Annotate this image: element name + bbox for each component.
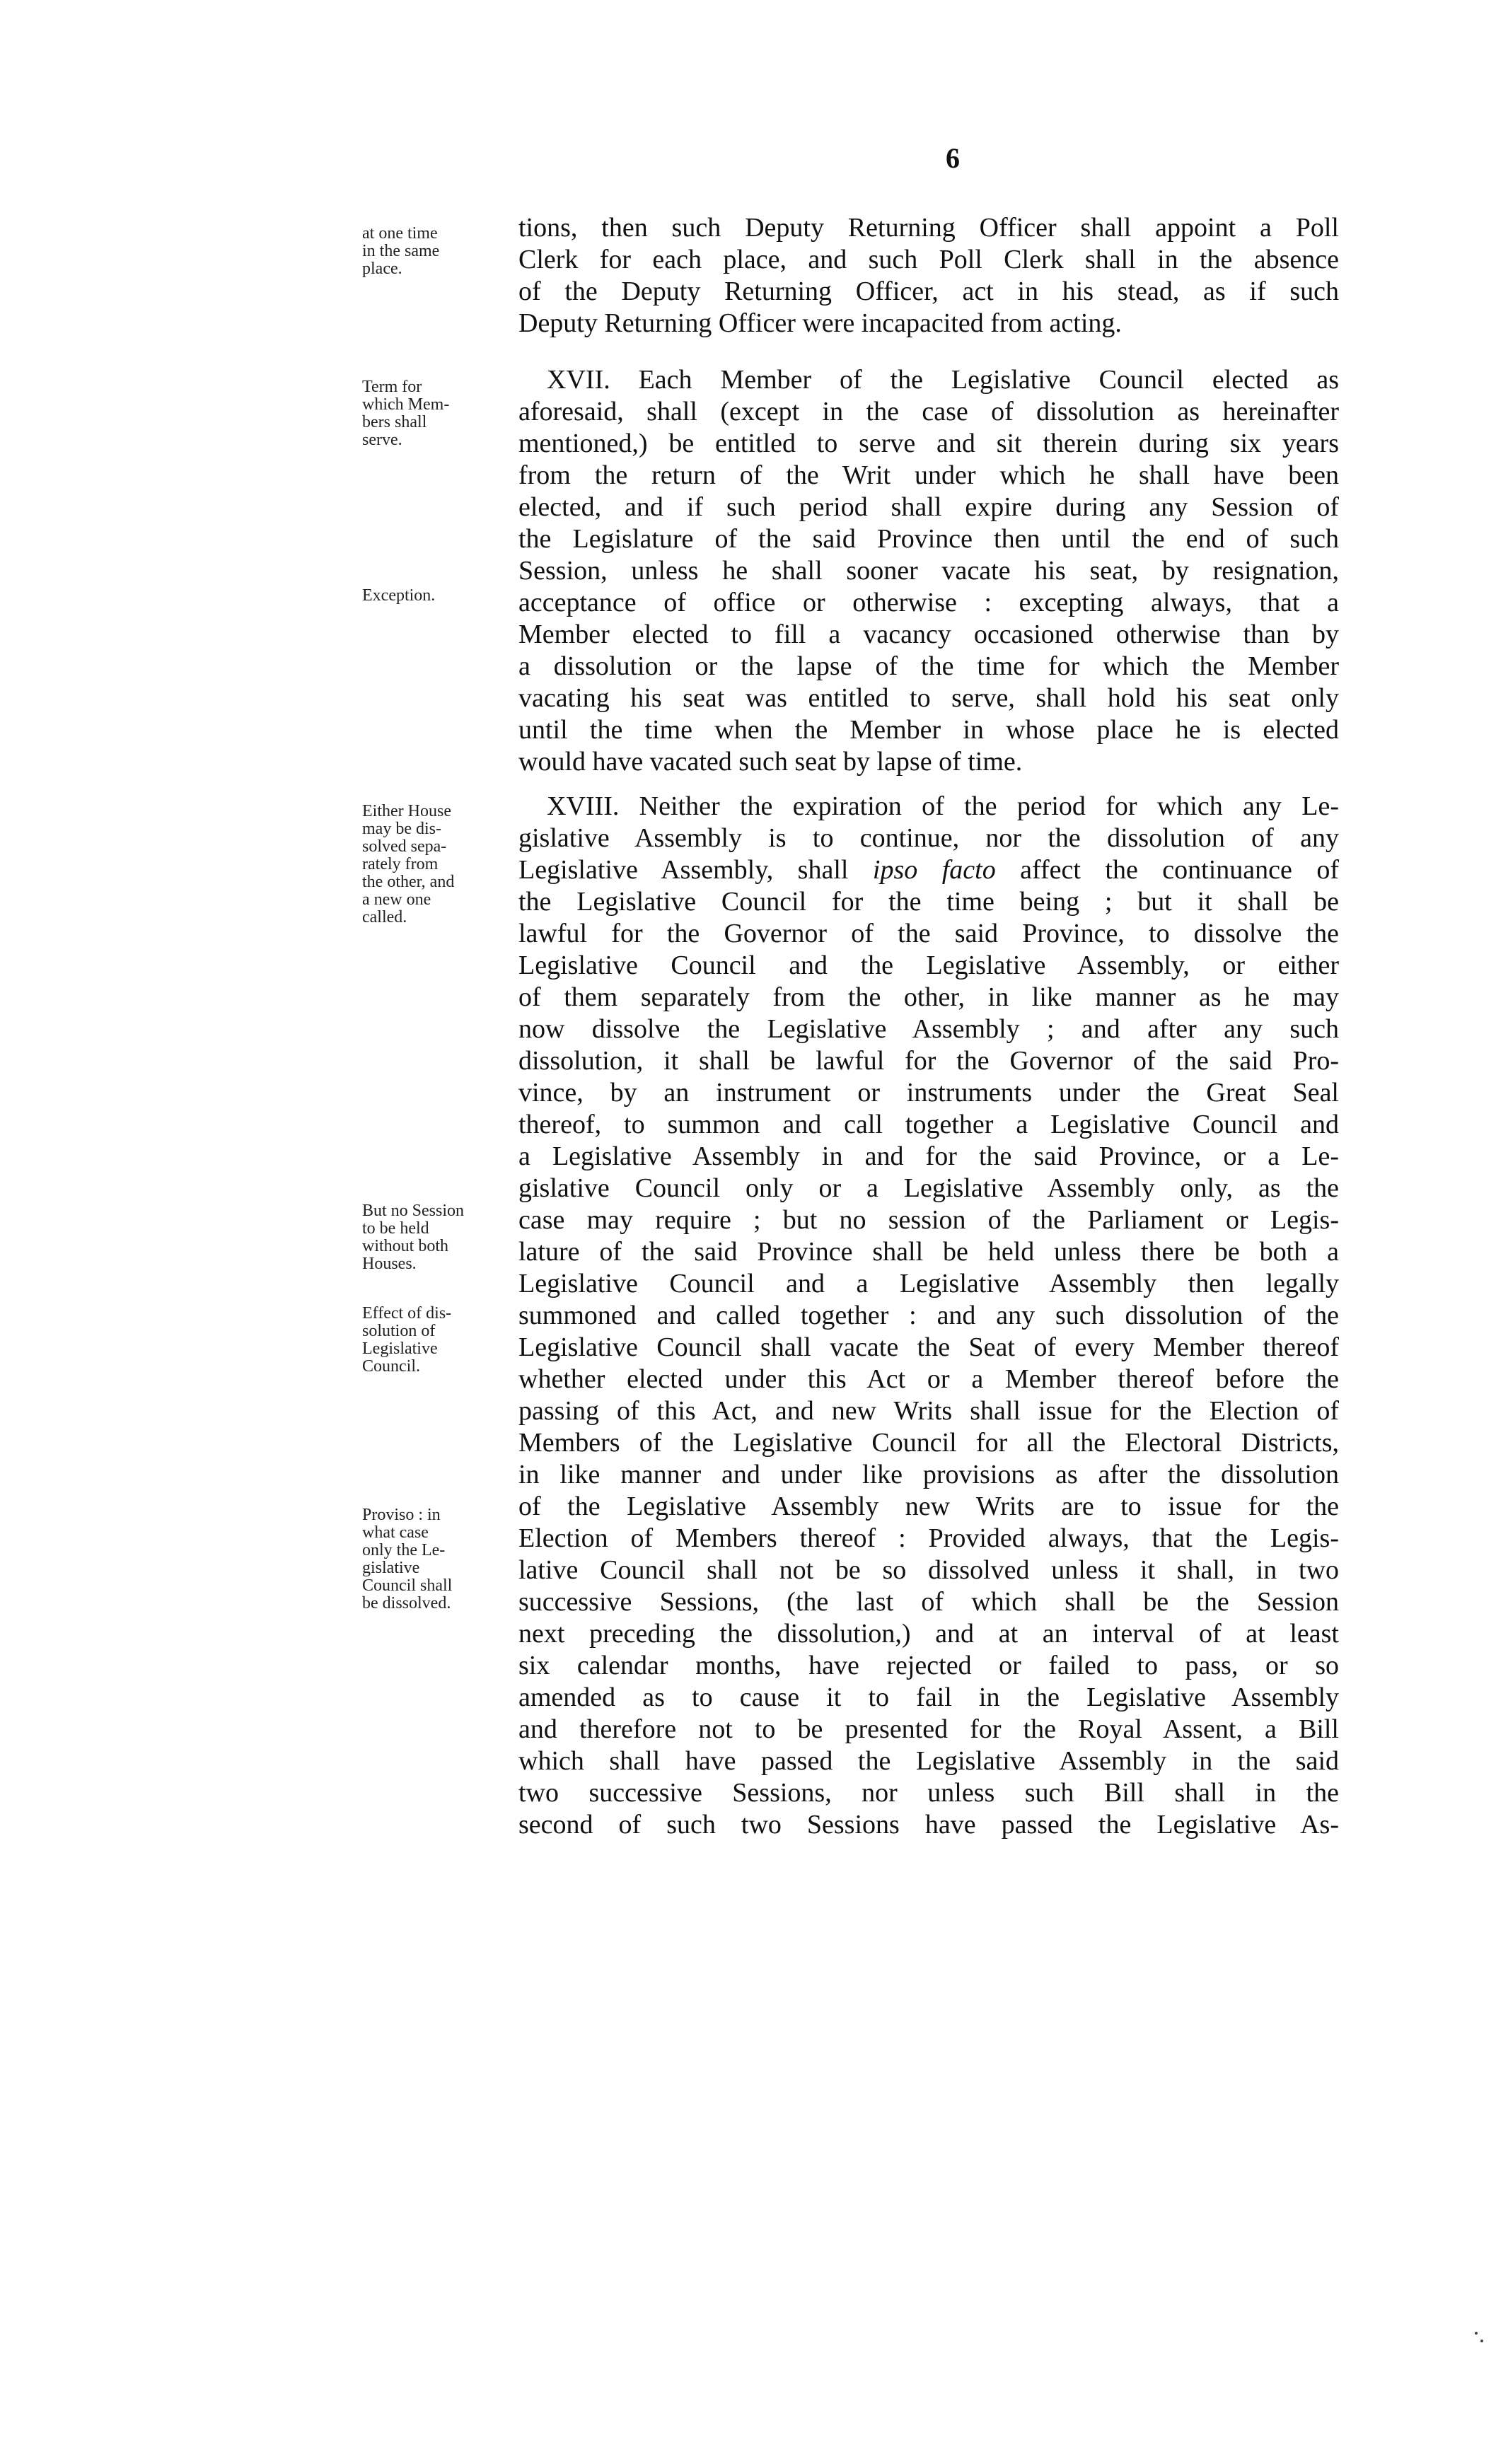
text-line: Members of the Legislative Council for all the Electoral Districts,	[518, 1428, 1339, 1458]
margin-note-line: solution of	[362, 1322, 436, 1340]
margin-note-line: without both	[362, 1237, 449, 1255]
margin-note-line: Legislative	[362, 1339, 438, 1358]
text-line: lative Council shall not be so dissolved unless it shall, in two	[518, 1555, 1339, 1585]
text-line: the Legislative Council for the time being ; but it shall be	[518, 887, 1339, 917]
text-line: passing of this Act, and new Writs shall issue for the Election of	[518, 1396, 1339, 1426]
margin-note-effect-of-dissolution	[362, 1305, 451, 1376]
text-line: of the Legislative Assembly new Writs are to issue for the	[518, 1492, 1339, 1521]
paragraph-continuation	[518, 212, 1339, 339]
text-line: the Legislature of the said Province then until the end of such	[518, 524, 1339, 554]
text-segment: Legislative Assembly, shall	[518, 855, 873, 885]
text-line-with-italic	[518, 854, 1339, 886]
text-line: Clerk for each place, and such Poll Clerk shall in the absence	[518, 245, 1339, 274]
text-line: would have vacated such seat by lapse of time.	[518, 747, 1023, 777]
margin-note-either-house	[362, 803, 454, 926]
margin-note-line: bers shall	[362, 413, 427, 431]
scan-speck	[1480, 2340, 1483, 2342]
text-line: until the time when the Member in whose place he is elected	[518, 715, 1339, 745]
margin-note-line: called.	[362, 908, 407, 926]
margin-note-term	[362, 378, 449, 449]
margin-note-line: Exception.	[362, 586, 436, 605]
text-line: and therefore not to be presented for the Royal Assent, a Bill	[518, 1714, 1339, 1744]
margin-note-line: to be held	[362, 1219, 429, 1238]
text-line: which shall have passed the Legislative Assembly in the said	[518, 1746, 1339, 1776]
text-segment: affect the continuance of	[995, 855, 1339, 885]
text-line: acceptance of office or otherwise : excepting always, that a	[518, 588, 1339, 617]
page-number: 6	[946, 142, 960, 174]
text-line: mentioned,) be entitled to serve and sit therein during six years	[518, 429, 1339, 458]
margin-note-exception	[362, 587, 435, 605]
text-line: in like manner and under like provisions as after the dissolution	[518, 1460, 1339, 1489]
margin-note-line: Houses.	[362, 1255, 417, 1273]
scan-speck	[1475, 2332, 1478, 2335]
margin-note-line: But no Session	[362, 1202, 465, 1220]
margin-note-line: what case	[362, 1523, 429, 1542]
margin-note-line: be dissolved.	[362, 1594, 451, 1612]
margin-note-line: Term for	[362, 378, 422, 396]
text-line: XVIII. Neither the expiration of the period for which any Le-	[547, 791, 1339, 821]
margin-note-line: serve.	[362, 431, 402, 449]
margin-note-line: Council shall	[362, 1576, 453, 1595]
margin-note-line: Either House	[362, 802, 451, 820]
text-line: gislative Council only or a Legislative Assembly only, as the	[518, 1173, 1339, 1203]
margin-note-line: rately from	[362, 855, 439, 873]
text-line: vince, by an instrument or instruments under the Great Seal	[518, 1078, 1339, 1108]
text-line: Member elected to fill a vacancy occasioned otherwise than by	[518, 620, 1339, 649]
text-line: elected, and if such period shall expire during any Session of	[518, 492, 1339, 522]
margin-note-line: Council.	[362, 1357, 420, 1376]
text-line: two successive Sessions, nor unless such Bill shall in the	[518, 1778, 1339, 1808]
text-line: dissolution, it shall be lawful for the Governor of the said Pro-	[518, 1046, 1339, 1076]
section-xvii	[518, 364, 1339, 778]
text-line: Session, unless he shall sooner vacate his seat, by resignation,	[518, 556, 1339, 586]
margin-note-line: Effect of dis-	[362, 1304, 452, 1323]
text-line: Legislative Council shall vacate the Seat of every Member thereof	[518, 1332, 1339, 1362]
margin-note-line: place.	[362, 260, 402, 278]
text-line: vacating his seat was entitled to serve, shall hold his seat only	[518, 683, 1339, 713]
text-line: aforesaid, shall (except in the case of dissolution as hereinafter	[518, 397, 1339, 426]
text-line: next preceding the dissolution,) and at an interval of at least	[518, 1619, 1339, 1649]
text-line: second of such two Sessions have passed the Legislative As-	[518, 1810, 1339, 1840]
margin-note-line: a new one	[362, 890, 431, 909]
text-line: lature of the said Province shall be held unless there be both a	[518, 1237, 1339, 1267]
text-line: Legislative Council and the Legislative Assembly, or either	[518, 951, 1339, 980]
margin-note-proviso	[362, 1506, 452, 1612]
text-line: whether elected under this Act or a Member thereof before the	[518, 1364, 1339, 1394]
margin-note-line: Proviso : in	[362, 1506, 441, 1524]
margin-note-poll-clerk	[362, 225, 439, 278]
margin-note-line: only the Le-	[362, 1541, 446, 1559]
margin-note-line: may be dis-	[362, 820, 441, 838]
text-line: XVII. Each Member of the Legislative Council elected as	[547, 365, 1339, 395]
text-line: gislative Assembly is to continue, nor the dissolution of any	[518, 823, 1339, 853]
section-xviii	[518, 791, 1339, 1841]
text-line: now dissolve the Legislative Assembly ; and after any such	[518, 1014, 1339, 1044]
text-line: summoned and called together : and any such dissolution of the	[518, 1301, 1339, 1330]
text-line: Election of Members thereof : Provided always, that the Legis-	[518, 1523, 1339, 1553]
text-line: tions, then such Deputy Returning Officer shall appoint a Poll	[518, 213, 1339, 243]
text-line: amended as to cause it to fail in the Legislative Assembly	[518, 1683, 1339, 1712]
text-line: a dissolution or the lapse of the time for which the Member	[518, 651, 1339, 681]
margin-note-no-session	[362, 1202, 464, 1273]
margin-note-line: the other, and	[362, 873, 455, 891]
text-line: Legislative Council and a Legislative Assembly then legally	[518, 1269, 1339, 1298]
text-line: thereof, to summon and call together a Legislative Council and	[518, 1110, 1339, 1139]
text-line: lawful for the Governor of the said Province, to dissolve the	[518, 919, 1339, 948]
italic-phrase: ipso facto	[872, 855, 996, 885]
text-line: six calendar months, have rejected or failed to pass, or so	[518, 1651, 1339, 1680]
text-line: a Legislative Assembly in and for the said Province, or a Le-	[518, 1141, 1339, 1171]
margin-note-line: gislative	[362, 1559, 420, 1577]
margin-note-line: which Mem-	[362, 395, 450, 414]
text-line: of the Deputy Returning Officer, act in his stead, as if such	[518, 277, 1339, 306]
margin-note-line: in the same	[362, 242, 440, 260]
margin-note-line: at one time	[362, 224, 438, 243]
margin-note-line: solved sepa-	[362, 837, 447, 856]
text-line: successive Sessions, (the last of which shall be the Session	[518, 1587, 1339, 1617]
text-line: case may require ; but no session of the Parliament or Legis-	[518, 1205, 1339, 1235]
text-line: of them separately from the other, in like manner as he may	[518, 982, 1339, 1012]
text-line: from the return of the Writ under which he shall have been	[518, 460, 1339, 490]
text-line: Deputy Returning Officer were incapacited from acting.	[518, 308, 1122, 338]
